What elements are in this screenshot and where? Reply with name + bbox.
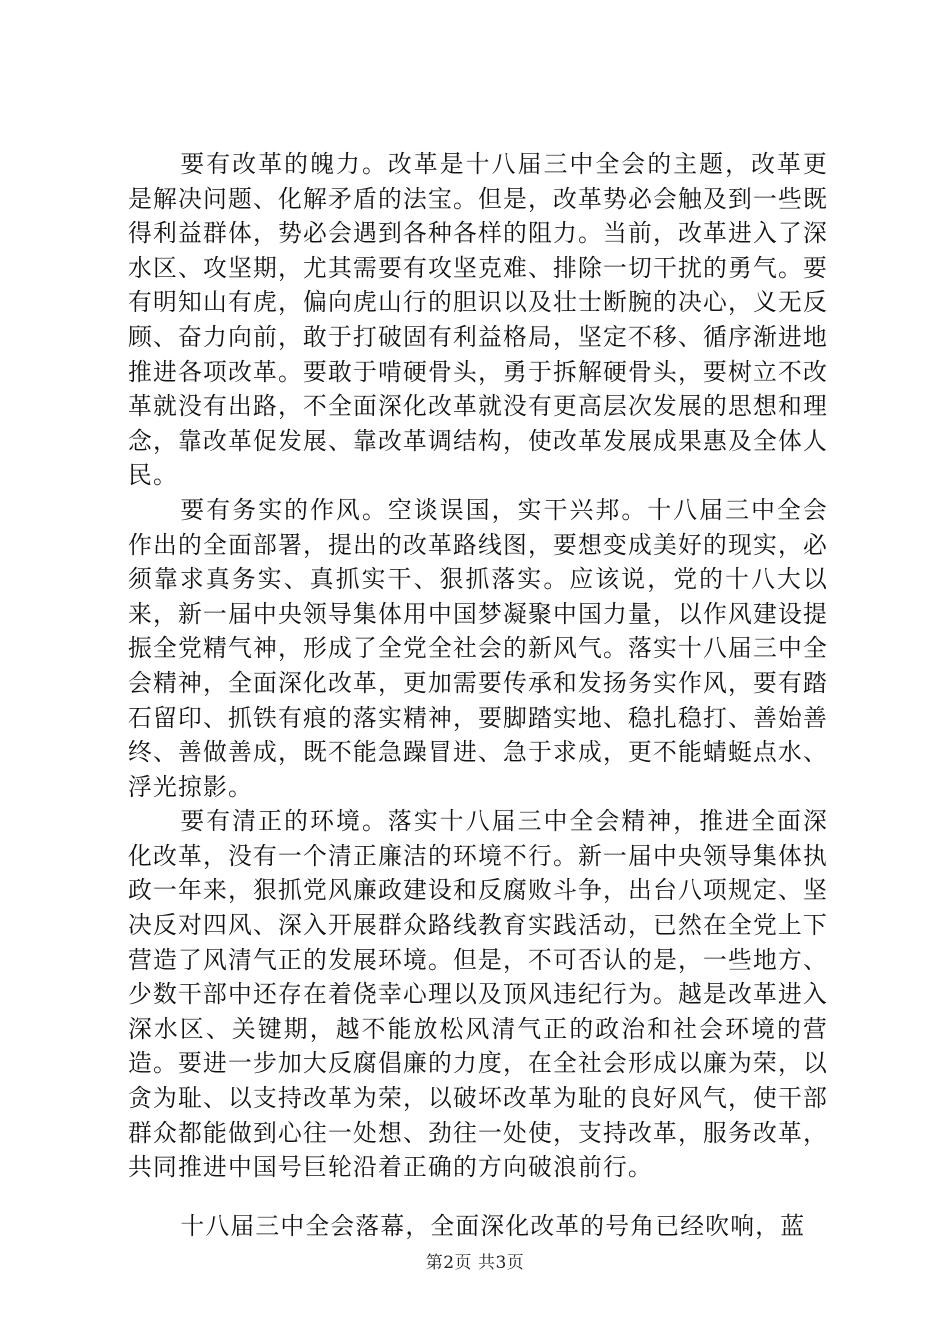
paragraph-pragmatic-style: 要有务实的作风。空谈误国，实干兴邦。十八届三中全会作出的全面部署，提出的改革路线图，要想变成美好的现实，必须靠求真务实、真抓实干、狠抓落实。应该说，党的十八大以来，新一届中央领导集体用中国梦凝聚中国力量，以作风建设提振全党精气神，形成了全党全社会的新风气。落实十八届三中全会精神，全面深化改革，更加需要传承和发扬务实作风，要有踏石留印、抓铁有痕的落实精神，要脚踏实地、稳扎稳打、善始善终、善做善成，既不能急躁冒进、急于求成，更不能蜻蜓点水、浮光掠影。 [128, 495, 828, 801]
document-body [128, 147, 828, 1243]
paragraph-clean-environment: 要有清正的环境。落实十八届三中全会精神，推进全面深化改革，没有一个清正廉洁的环境不行。新一届中央领导集体执政一年来，狠抓党风廉政建设和反腐败斗争，出台八项规定、坚决反对四风、深入开展群众路线教育实践活动，已然在全党上下营造了风清气正的发展环境。但是，不可否认的是，一些地方、少数干部中还存在着侥幸心理以及顶风违纪行为。越是改革进入深水区、关键期，越不能放松风清气正的政治和社会环境的营造。要进一步加大反腐倡廉的力度，在全社会形成以廉为荣，以贪为耻、以支持改革为荣，以破坏改革为耻的良好风气，使干部群众都能做到心往一处想、劲往一处使，支持改革，服务改革，共同推进中国号巨轮沿着正确的方向破浪前行。 [128, 807, 828, 1182]
page-footer: 第2页 共3页 [425, 1253, 525, 1273]
paragraph-reform-courage: 要有改革的魄力。改革是十八届三中全会的主题，改革更是解决问题、化解矛盾的法宝。但是，改革势必会触及到一些既得利益群体，势必会遇到各种各样的阻力。当前，改革进入了深水区、攻坚期，尤其需要有攻坚克难、排除一切干扰的勇气。要有明知山有虎，偏向虎山行的胆识以及壮士断腕的决心，义无反顾、奋力向前，敢于打破固有利益格局，坚定不移、循序渐进地推进各项改革。要敢于啃硬骨头，勇于拆解硬骨头，要树立不改革就没有出路，不全面深化改革就没有更高层次发展的思想和理念，靠改革促发展、靠改革调结构，使改革发展成果惠及全体人民。 [128, 150, 828, 490]
paragraph-closing: 十八届三中全会落幕，全面深化改革的号角已经吹响，蓝 [180, 1211, 806, 1240]
